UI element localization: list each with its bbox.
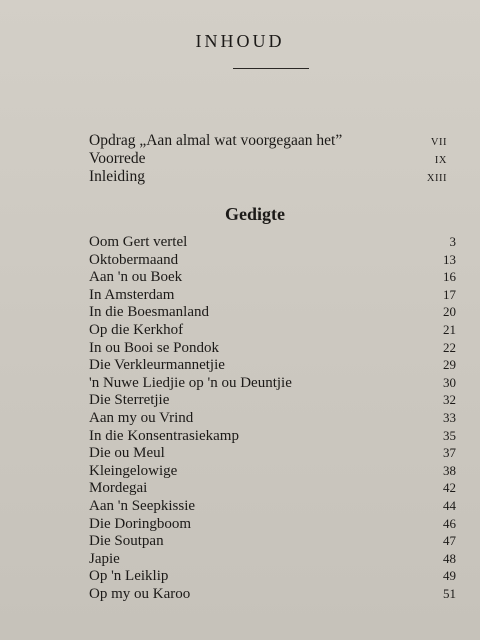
toc-entry <box>89 303 456 321</box>
toc-entry-page: 17 <box>443 286 456 302</box>
toc-entry-page: 33 <box>443 409 456 425</box>
toc-entry-page: 37 <box>443 445 456 461</box>
toc-entry <box>89 374 456 392</box>
toc-entry-page: 16 <box>443 269 456 285</box>
toc-entry-label: Die Verkleurmannetjie <box>89 357 225 374</box>
toc-entry-label: Inleiding <box>89 168 145 185</box>
toc-entry-label: Die Doringboom <box>89 515 192 532</box>
toc-entry <box>89 268 456 286</box>
toc-entry-page: 32 <box>443 392 456 408</box>
toc-entry-label: Oktobermaand <box>89 251 179 268</box>
toc-entry-label: Voorrede <box>89 150 146 167</box>
toc-entry <box>89 251 456 269</box>
toc-entry-label: Op 'n Leiklip <box>89 568 169 585</box>
title-divider <box>233 68 309 69</box>
toc-entry-page: 35 <box>443 427 456 443</box>
toc-entry-page: 48 <box>443 550 456 566</box>
toc-entry <box>89 409 456 427</box>
toc-entry <box>89 427 456 445</box>
toc-entry-label: In Amsterdam <box>89 286 175 303</box>
toc-entry-page: 42 <box>443 480 456 496</box>
toc-entry <box>89 497 456 515</box>
toc-entry-page: 29 <box>443 357 456 373</box>
toc-entry-page: IX <box>434 155 447 166</box>
toc-entry-label: Op die Kerkhof <box>89 321 184 338</box>
toc-entry-label: Op my ou Karoo <box>89 585 191 602</box>
toc-entry-label: In ou Booi se Pondok <box>89 339 220 356</box>
toc-entry-page: 47 <box>443 533 456 549</box>
toc-entry-page: 46 <box>443 515 456 531</box>
toc-entry <box>89 444 456 462</box>
toc-entry-page: 13 <box>443 251 456 267</box>
toc-entry <box>89 286 456 304</box>
toc-entry-page: 49 <box>443 568 456 584</box>
toc-entry <box>89 321 456 339</box>
toc-entry-page: VII <box>430 137 447 148</box>
toc-entry-page: 3 <box>449 234 456 249</box>
toc-entry <box>89 532 456 550</box>
toc-entry-page: XIII <box>426 173 447 184</box>
toc-entry-page: 44 <box>443 497 456 513</box>
toc-entry-label: Die ou Meul <box>89 445 165 462</box>
toc-entry-page: 51 <box>443 585 456 601</box>
toc-entry-label: In die Konsentrasiekamp <box>89 427 239 444</box>
toc-entry-label: Aan 'n ou Boek <box>89 269 183 286</box>
toc-entry-label: Kleingelowige <box>89 462 178 479</box>
toc-entry <box>89 391 456 409</box>
toc-entry <box>89 585 456 603</box>
toc-entry <box>89 233 456 251</box>
page-title: INHOUD <box>195 31 285 51</box>
toc-entry <box>89 567 456 585</box>
toc-entry <box>89 515 456 533</box>
toc-entry <box>89 150 447 168</box>
poem-list <box>89 233 456 602</box>
toc-entry <box>89 168 447 186</box>
toc-entry-label: In die Boesmanland <box>89 304 209 321</box>
toc-entry-page: 20 <box>443 304 456 320</box>
toc-entry-page: 38 <box>443 462 456 478</box>
section-heading: Gedigte <box>225 204 285 224</box>
toc-entry-label: Opdrag „Aan almal wat voorgegaan het” <box>89 132 343 149</box>
toc-entry-page: 22 <box>443 339 456 355</box>
toc-entry <box>89 132 447 150</box>
toc-entry-label: Die Soutpan <box>89 533 164 550</box>
toc-entry-page: 21 <box>443 321 456 337</box>
toc-entry <box>89 550 456 568</box>
toc-entry <box>89 356 456 374</box>
toc-entry-page: 30 <box>443 374 456 390</box>
toc-entry-label: Mordegai <box>89 480 148 497</box>
toc-entry <box>89 339 456 357</box>
toc-entry-label: Aan my ou Vrind <box>89 409 194 426</box>
toc-entry <box>89 479 456 497</box>
toc-entry <box>89 462 456 480</box>
toc-entry-label: Aan 'n Seepkissie <box>89 497 196 514</box>
toc-entry-label: Oom Gert vertel <box>89 234 188 250</box>
toc-entry-label: Japie <box>89 550 120 567</box>
toc-entry-label: 'n Nuwe Liedjie op 'n ou Deuntjie <box>89 374 292 391</box>
toc-entry-label: Die Sterretjie <box>89 392 170 409</box>
front-matter-list <box>89 132 447 186</box>
